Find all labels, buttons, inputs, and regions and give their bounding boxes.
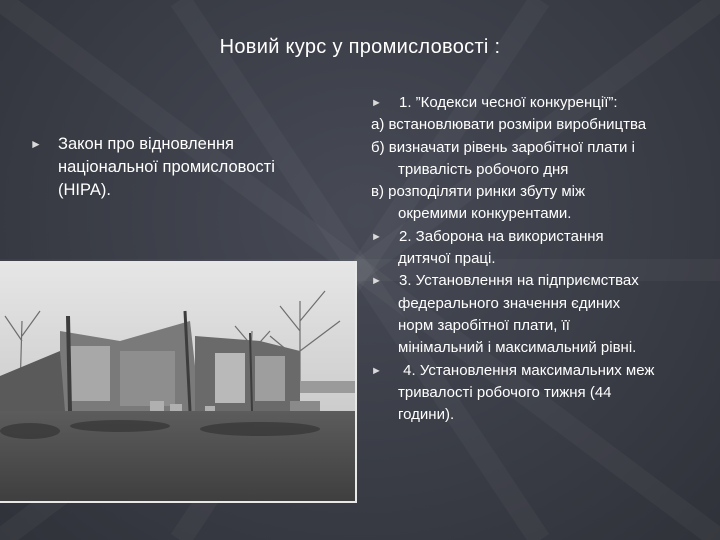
item1-sub-a: а) встановлювати розміри виробництва	[371, 116, 647, 134]
item3-line-cont: норм заробітної плати, її	[398, 316, 570, 334]
triangle-bullet-icon: ►	[371, 364, 382, 377]
item1-sub-b-cont: тривалість робочого дня	[398, 160, 569, 178]
triangle-bullet-icon: ►	[371, 230, 382, 243]
left-item-text	[58, 133, 275, 202]
item4-line: 4. Установлення максимальних меж	[399, 361, 655, 379]
list-item	[371, 360, 716, 382]
item2-line-cont: дитячої праці.	[398, 250, 496, 268]
list-item	[371, 270, 716, 292]
item3-line-cont: мінімальний і максимальний рівні.	[398, 339, 637, 357]
item1-title: 1. ”Кодекси чесної конкуренції”:	[399, 94, 618, 111]
historical-photo	[0, 261, 357, 503]
item4-line-cont: години).	[398, 406, 455, 424]
list-item	[371, 92, 716, 114]
right-text-block	[371, 92, 716, 426]
left-item-line: Закон про відновлення	[58, 135, 234, 153]
slide-title: Новий курс у промисловості :	[219, 36, 501, 58]
item1-sub-b: б) визначати рівень заробітної плати і	[371, 138, 635, 156]
triangle-bullet-icon: ►	[371, 97, 382, 109]
left-item-line: національної промисловості	[58, 158, 275, 176]
triangle-bullet-icon: ►	[371, 275, 382, 288]
item1-sub-c-cont: окремими конкурентами.	[398, 205, 572, 223]
left-item-line: (НІРА).	[58, 181, 111, 199]
item4-line-cont: тривалості робочого тижня (44	[398, 383, 612, 401]
left-bullet-list	[30, 133, 330, 202]
item2-line: 2. Заборона на використання	[399, 227, 604, 245]
list-item	[30, 133, 330, 202]
item3-line-cont: федерального значення єдиних	[398, 294, 621, 312]
triangle-bullet-icon: ►	[30, 137, 42, 151]
list-item	[371, 226, 716, 248]
shantytown-photo-image	[0, 261, 355, 501]
item1-sub-c: в) розподіляти ринки збуту між	[371, 183, 586, 201]
item3-line: 3. Установлення на підприємствах	[399, 272, 639, 290]
